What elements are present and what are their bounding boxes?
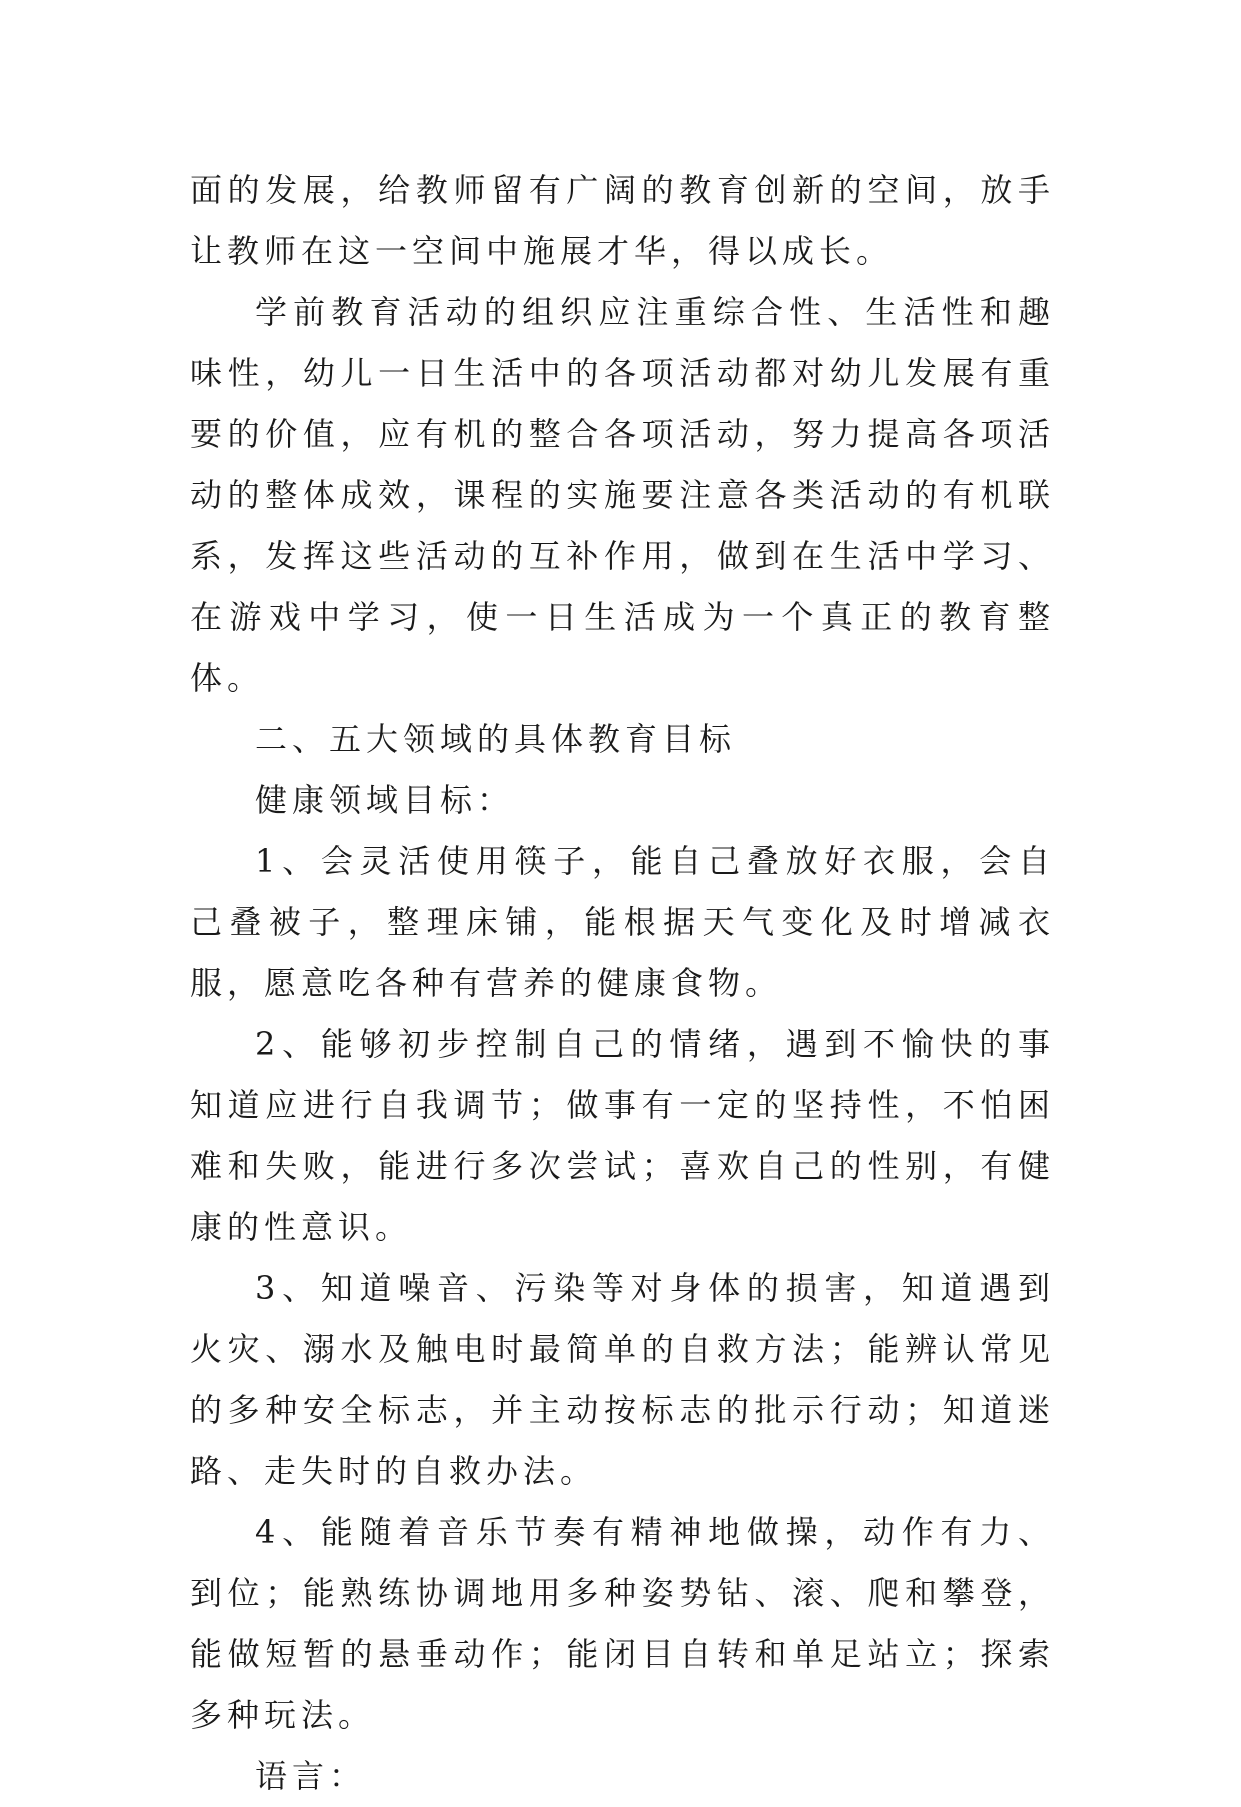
health-goal-item-1: 1、会灵活使用筷子，能自己叠放好衣服，会自己叠被子，整理床铺，能根据天气变化及时增减衣服，愿意吃各种有营养的健康食物。 (190, 842, 1055, 1002)
document-body (190, 160, 1055, 1807)
health-goal-item-3: 3、知道噪音、污染等对身体的损害，知道遇到火灾、溺水及触电时最简单的自救方法；能辨认常见的多种安全标志，并主动按标志的批示行动；知道迷路、走失时的自救办法。 (190, 1269, 1055, 1490)
section-heading-five-domains: 二、五大领域的具体教育目标 (255, 720, 737, 758)
paragraph-continuation: 面的发展，给教师留有广阔的教育创新的空间，放手让教师在这一空间中施展才华，得以成长。 (190, 171, 1055, 270)
health-goal-item-4: 4、能随着音乐节奏有精神地做操，动作有力、到位；能熟练协调地用多种姿势钻、滚、爬和攀登，能做短暂的悬垂动作；能闭目自转和单足站立；探索多种玩法。 (190, 1513, 1055, 1734)
health-goal-item-2: 2、能够初步控制自己的情绪，遇到不愉快的事知道应进行自我调节；做事有一定的坚持性，不怕困难和失败，能进行多次尝试；喜欢自己的性别，有健康的性意识。 (190, 1025, 1055, 1246)
subheading-health-goals: 健康领域目标： (255, 781, 515, 819)
subheading-language: 语言： (255, 1757, 367, 1795)
paragraph-activity-organization: 学前教育活动的组织应注重综合性、生活性和趣味性，幼儿一日生活中的各项活动都对幼儿发展有重要的价值，应有机的整合各项活动，努力提高各项活动的整体成效，课程的实施要注意各类活动的有机联系，发挥这些活动的互补作用，做到在生活中学习、在游戏中学习，使一日生活成为一个真正的教育整体。 (190, 293, 1055, 697)
